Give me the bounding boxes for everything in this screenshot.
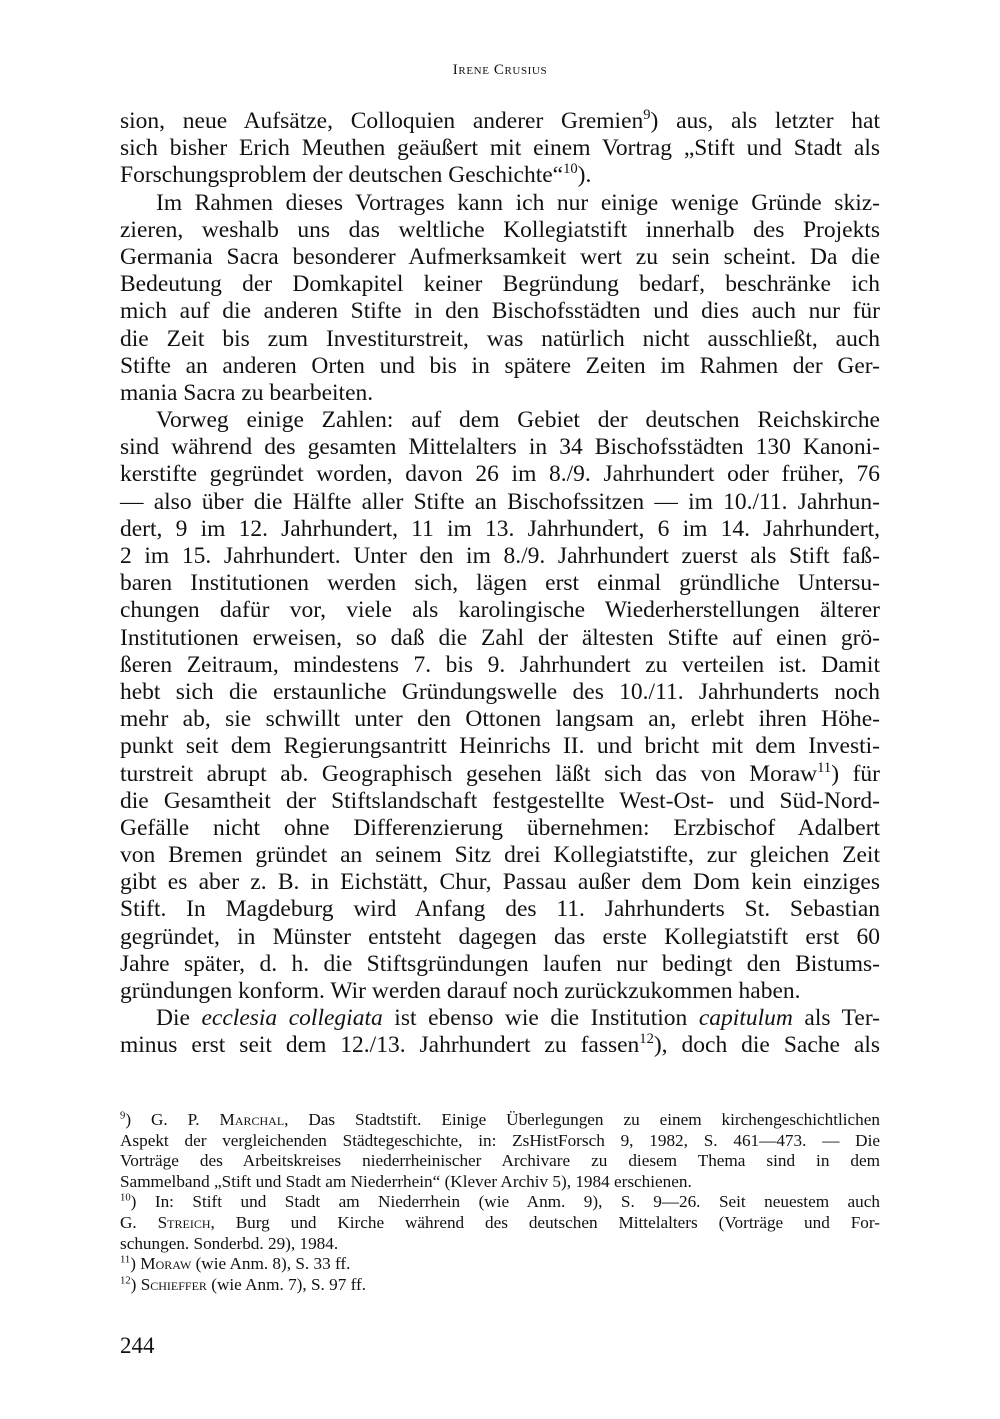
- text-segment: Gefälle nicht ohne Differenzierung übernehmen: Erzbischof Adalbert: [120, 814, 880, 841]
- text-segment: gründungen konform. Wir werden darauf noch zurückzukommen haben.: [120, 978, 801, 1004]
- footnote-line: [120, 1131, 880, 1152]
- footnote-marker: 11: [817, 759, 832, 776]
- text-segment: die Gesamtheit der Stiftslandschaft festgestellte West-Ost- und Süd-Nord-: [120, 787, 880, 814]
- text-segment: ), doch die Sache als: [653, 1032, 880, 1059]
- body-line: [120, 135, 880, 162]
- italic-term: capitulum: [698, 1005, 793, 1032]
- footnote-line: [120, 1110, 880, 1131]
- author-name: Marchal: [219, 1110, 285, 1129]
- text-segment: Stifte an anderen Orten und bis in spätere Zeiten im Rahmen der Ger-: [120, 352, 880, 379]
- body-line: [120, 298, 880, 325]
- body-line: [120, 407, 880, 434]
- body-line: [120, 896, 880, 923]
- body-line: [120, 951, 880, 978]
- body-line: [120, 597, 880, 624]
- text-segment: (wie Anm. 8), S. 33 ff.: [191, 1254, 351, 1274]
- running-head: Irene Crusius: [452, 62, 548, 78]
- body-line: [120, 353, 880, 380]
- text-segment: hebt sich die erstaunliche Gründungswelle des 10./11. Jahrhunderts noch: [120, 678, 880, 705]
- footnotes: [120, 1110, 880, 1295]
- page-number: 244: [120, 1333, 155, 1358]
- text-segment: ).: [577, 162, 592, 189]
- body-line: [120, 679, 880, 706]
- body-line: [120, 570, 880, 597]
- body-line: [120, 380, 880, 407]
- footnote-marker: 12: [120, 1275, 131, 1287]
- text-segment: Stift. In Magdeburg wird Anfang des 11. Jahrhunderts St. Sebastian: [120, 896, 880, 923]
- text-segment: mich auf die anderen Stifte in den Bischofsstädten und dies auch nur für: [120, 298, 880, 325]
- body-line: [120, 326, 880, 353]
- body-line: [120, 190, 880, 217]
- body-line: [120, 217, 880, 244]
- text-segment: sich bisher Erich Meuthen geäußert mit einem Vortrag „Stift und Stadt als: [120, 135, 880, 162]
- footnote-line: [120, 1192, 880, 1213]
- footnote-line: [120, 1254, 880, 1275]
- body-line: [120, 815, 880, 842]
- body-line: [120, 924, 880, 951]
- text-segment: dert, 9 im 12. Jahrhundert, 11 im 13. Jahrhundert, 6 im 14. Jahrhundert,: [120, 515, 880, 542]
- text-segment: Jahre später, d. h. die Stiftsgründungen laufen nur bedingt den Bistums-: [120, 950, 880, 977]
- italic-term: ecclesia collegiata: [201, 1005, 383, 1032]
- footnote-marker: 11: [120, 1254, 131, 1266]
- body-line: [120, 108, 880, 135]
- text-segment: ) G. P.: [125, 1110, 220, 1129]
- text-segment: Sammelband „Stift und Stadt am Niederrhein“ (Klever Archiv 5), 1984 erschienen.: [120, 1171, 692, 1191]
- text-segment: minus erst seit dem 12./13. Jahrhundert zu fassen: [120, 1032, 640, 1059]
- footnote-line: [120, 1234, 880, 1255]
- body-line: [120, 625, 880, 652]
- text-segment: als Ter-: [792, 1005, 880, 1032]
- text-segment: ) aus, als letzter hat: [650, 108, 880, 134]
- text-segment: mania Sacra zu bearbeiten.: [120, 379, 374, 406]
- footnote-line: [120, 1213, 880, 1234]
- text-segment: Vorträge des Arbeitskreises niederrheinischer Archivare zu diesem Thema sind in dem: [120, 1151, 880, 1171]
- body-line: [120, 842, 880, 869]
- text-segment: , Burg und Kirche während des deutschen Mittelalters (Vorträge und For-: [210, 1212, 880, 1232]
- body-line: [120, 869, 880, 896]
- text-segment: 2 im 15. Jahrhundert. Unter den im 8./9. Jahrhundert zuerst als Stift faß-: [120, 543, 880, 569]
- body-line: [120, 733, 880, 760]
- body-line: [120, 162, 880, 189]
- text-segment: punkt seit dem Regierungsantritt Heinrichs II. und bricht mit dem Investi-: [120, 733, 880, 760]
- text-segment: ßeren Zeitraum, mindestens 7. bis 9. Jahrhundert zu verteilen ist. Damit: [120, 651, 880, 678]
- body-line: [120, 761, 880, 788]
- text-segment: gibt es aber z. B. in Eichstätt, Chur, Passau außer dem Dom kein einziges: [120, 869, 880, 896]
- text-segment: Germania Sacra besonderer Aufmerksamkeit wert zu sein scheint. Da die: [120, 243, 880, 270]
- body-line: [120, 1005, 880, 1032]
- text-segment: sind während des gesamten Mittelalters in 34 Bischofsstädten 130 Kanoni-: [120, 434, 880, 461]
- text-segment: ) für: [831, 760, 880, 787]
- text-segment: — also über die Hälfte aller Stifte an Bischofssitzen — im 10./11. Jahrhun-: [120, 488, 880, 515]
- body-line: [120, 271, 880, 298]
- text-segment: chungen dafür vor, viele als karolingische Wiederherstellungen älterer: [120, 597, 880, 624]
- footnote-line: [120, 1172, 880, 1193]
- text-segment: Im Rahmen dieses Vortrages kann ich nur einige wenige Gründe skiz-: [156, 189, 880, 216]
- author-name: Streich: [157, 1212, 211, 1232]
- text-segment: Bedeutung der Domkapitel keiner Begründung bedarf, beschränke ich: [120, 271, 880, 298]
- author-name: Moraw: [140, 1254, 192, 1274]
- text-segment: Forschungsproblem der deutschen Geschichte“: [120, 162, 564, 189]
- footnote-marker: 10: [120, 1192, 131, 1204]
- footnote-line: [120, 1275, 880, 1296]
- text-segment: Aspekt der vergleichenden Städtegeschichte, in: ZsHistForsch 9, 1982, S. 461—473. — Die: [120, 1130, 880, 1150]
- footnote-line: [120, 1151, 880, 1172]
- body-line: [120, 652, 880, 679]
- text-segment: von Bremen gründet an seinem Sitz drei Kollegiatstifte, zur gleichen Zeit: [120, 842, 880, 869]
- footnote-marker: 9: [120, 1110, 126, 1122]
- body-line: [120, 1032, 880, 1059]
- text-segment: gegründet, in Münster entsteht dagegen das erste Kollegiatstift erst 60: [120, 923, 880, 950]
- body-line: [120, 706, 880, 733]
- text-segment: die Zeit bis zum Investiturstreit, was natürlich nicht ausschließt, auch: [120, 325, 880, 352]
- body-line: [120, 244, 880, 271]
- text-segment: ) In: Stift und Stadt am Niederrhein (wie Anm. 9), S. 9—26. Seit neuestem auch: [130, 1192, 880, 1212]
- text-segment: schungen. Sonderbd. 29), 1984.: [120, 1233, 339, 1253]
- author-name: Schieffer: [140, 1274, 207, 1294]
- body-line: [120, 434, 880, 461]
- text-segment: Die: [156, 1005, 202, 1032]
- text-segment: sion, neue Aufsätze, Colloquien anderer Gremien: [120, 108, 644, 134]
- text-segment: Vorweg einige Zahlen: auf dem Gebiet der deutschen Reichskirche: [156, 407, 880, 434]
- text-segment: kerstifte gegründet worden, davon 26 im 8./9. Jahrhundert oder früher, 76: [120, 461, 880, 488]
- text-segment: mehr ab, sie schwillt unter den Ottonen langsam an, erlebt ihren Höhe-: [120, 706, 880, 733]
- body-line: [120, 516, 880, 543]
- body-line: [120, 489, 880, 516]
- footnote-marker: 10: [563, 161, 578, 178]
- footnote-marker: 12: [639, 1031, 654, 1048]
- text-segment: G.: [120, 1212, 158, 1232]
- body-line: [120, 543, 880, 570]
- text-segment: ist ebenso wie die Institution: [382, 1005, 699, 1032]
- text-segment: Institutionen erweisen, so daß die Zahl der ältesten Stifte auf einen grö-: [120, 624, 880, 651]
- text-segment: , Das Stadtstift. Einige Überlegungen zu einem kirchengeschichtlichen: [284, 1110, 880, 1129]
- text-segment: ): [130, 1274, 141, 1294]
- body-line: [120, 461, 880, 488]
- body-line: [120, 978, 880, 1005]
- footnote-marker: 9: [643, 107, 651, 124]
- text-segment: (wie Anm. 7), S. 97 ff.: [206, 1274, 367, 1294]
- body-line: [120, 788, 880, 815]
- text-segment: ): [130, 1254, 141, 1274]
- text-segment: baren Institutionen werden sich, lägen erst einmal gründliche Untersu-: [120, 570, 880, 597]
- text-segment: zieren, weshalb uns das weltliche Kollegiatstift innerhalb des Projekts: [120, 216, 880, 243]
- body-text: [120, 108, 880, 1060]
- text-segment: turstreit abrupt ab. Geographisch gesehen läßt sich das von Moraw: [120, 760, 818, 787]
